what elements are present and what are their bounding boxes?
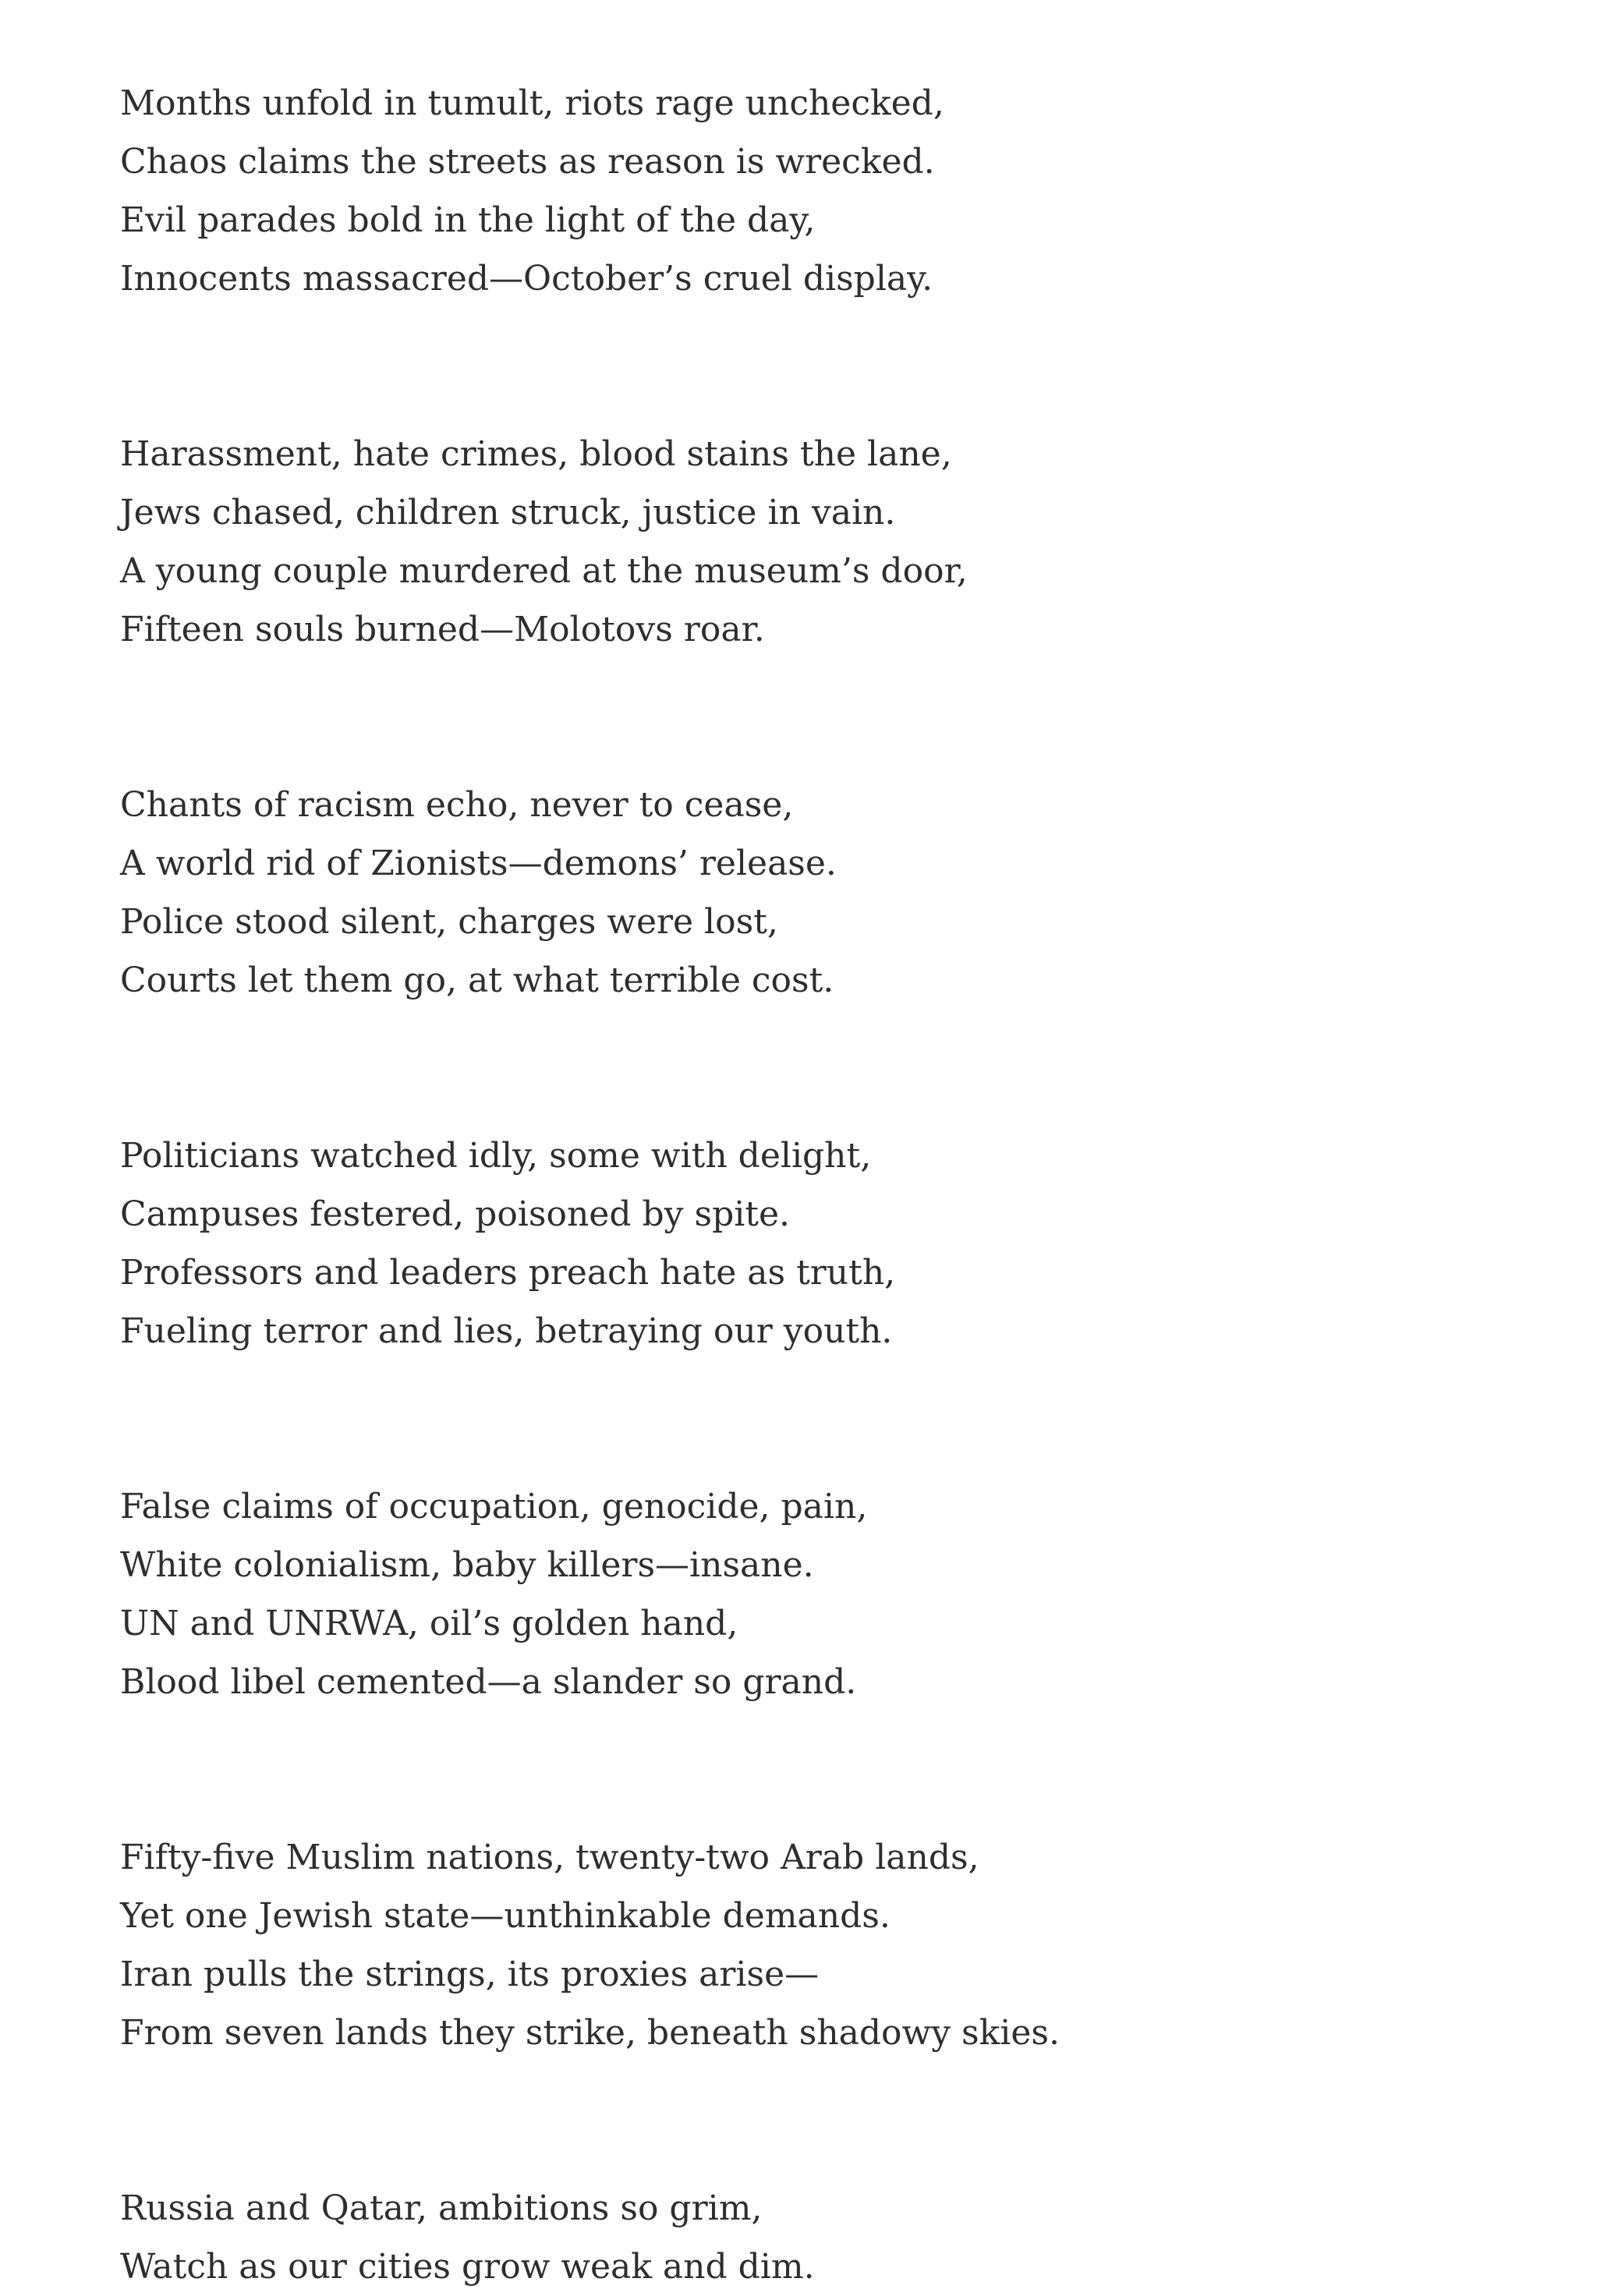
stanza-3	[120, 776, 1493, 1010]
poem-line: Evil parades bold in the light of the day,	[120, 200, 816, 240]
poem-line: Harassment, hate crimes, blood stains the lane,	[120, 434, 952, 474]
poem-line: Police stood silent, charges were lost,	[120, 902, 778, 942]
poem-line: False claims of occupation, genocide, pain,	[120, 1487, 868, 1527]
poem-line: Iran pulls the strings, its proxies arise—	[120, 1955, 820, 1994]
poem-line: UN and UNRWA, oil’s golden hand,	[120, 1604, 738, 1643]
poem-line: Jews chased, children struck, justice in vain.	[120, 493, 896, 532]
poem-line: Yet one Jewish state—unthinkable demands.	[120, 1896, 891, 1936]
stanza-5	[120, 1477, 1493, 1711]
poem-line: Months unfold in tumult, riots rage unchecked,	[120, 83, 944, 123]
poem-line: Chants of racism echo, never to cease,	[120, 785, 794, 825]
stanza-2	[120, 425, 1493, 659]
poem-line: Innocents massacred—October’s cruel display.	[120, 259, 933, 299]
poem-line: Chaos claims the streets as reason is wrecked.	[120, 142, 935, 182]
stanza-7	[120, 2179, 1493, 2296]
poem-line: Politicians watched idly, some with delight,	[120, 1136, 872, 1176]
poem-line: Fifteen souls burned—Molotovs roar.	[120, 610, 765, 649]
poem-line: Blood libel cemented—a slander so grand.	[120, 1662, 857, 1702]
poem-line: Professors and leaders preach hate as truth,	[120, 1253, 896, 1293]
poem-line: Fifty-five Muslim nations, twenty-two Arab lands,	[120, 1838, 979, 1877]
poem-line: A young couple murdered at the museum’s door,	[120, 551, 968, 591]
stanza-1	[120, 74, 1493, 308]
poem-line: Fueling terror and lies, betraying our youth.	[120, 1311, 893, 1351]
poem-line: Watch as our cities grow weak and dim.	[120, 2247, 815, 2287]
stanza-4	[120, 1127, 1493, 1360]
poem-line: From seven lands they strike, beneath shadowy skies.	[120, 2013, 1060, 2053]
poem-line: Campuses festered, poisoned by spite.	[120, 1194, 791, 1234]
poem-line: White colonialism, baby killers—insane.	[120, 1545, 814, 1585]
poem-line: Courts let them go, at what terrible cost.	[120, 960, 834, 1000]
poem-line: A world rid of Zionists—demons’ release.	[120, 844, 837, 883]
stanza-6	[120, 1828, 1493, 2062]
poem-line: Russia and Qatar, ambitions so grim,	[120, 2188, 763, 2228]
poem-body	[120, 74, 1493, 2296]
